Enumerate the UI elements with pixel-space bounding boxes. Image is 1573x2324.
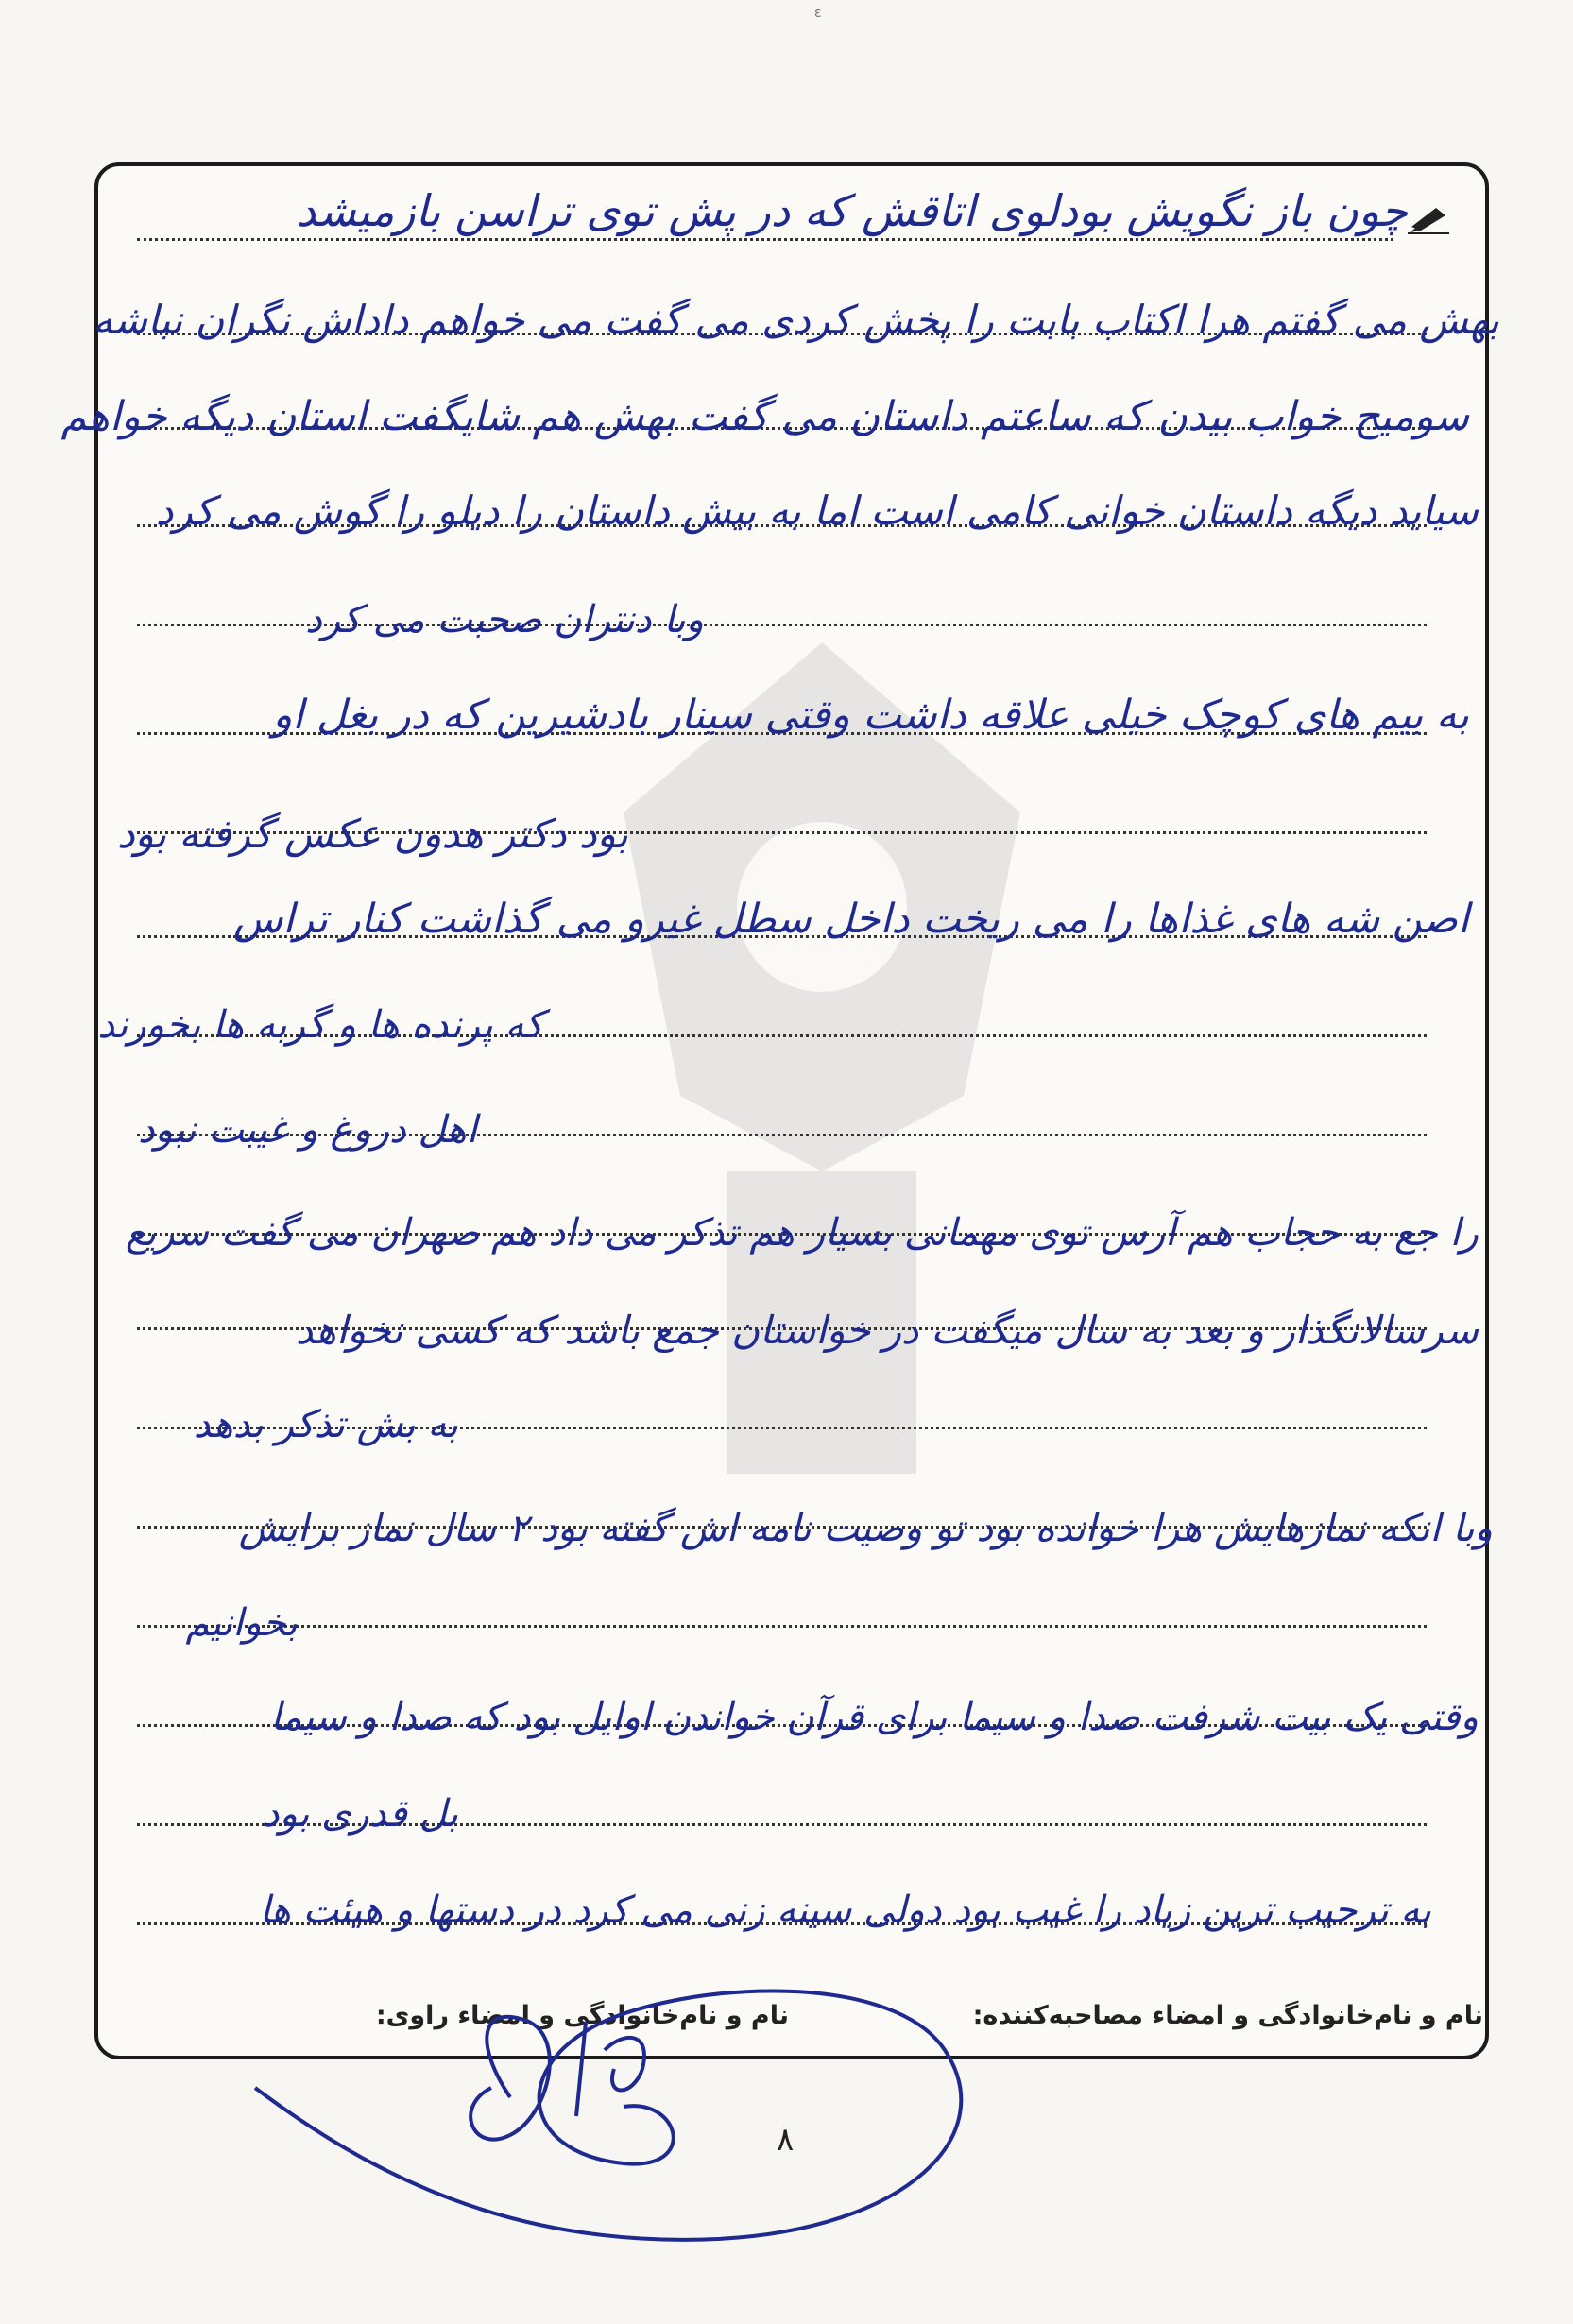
handwritten-line: سیاید دیگه داستان خوانی کامی است اما به بیش داستان را دیلو را گوش می کرد (155, 487, 1479, 534)
handwritten-line: اهل دروغ و غیبت نبود (137, 1108, 477, 1152)
writing-rule (137, 238, 1393, 241)
narrator-signature-label: نام و نام‌خانوادگی و امضاء راوی: (375, 2001, 789, 2030)
handwritten-line: وقتی یک بیت شرفت صدا و سیما برای قرآن خواندن اوایل بود که صدا و سیما (270, 1696, 1479, 1739)
handwritten-line: سومیح خواب بیدن که ساعتم داستان می گفت بهش هم شایگفت استان دیگه خواهم (60, 393, 1469, 440)
handwritten-line: بهش می گفتم هرا اکتاب بابت را پخش کردی می گفت می خواهم داداش نگران نباشه (93, 297, 1499, 343)
handwritten-line: چون باز نگویش بودلوی اتاقش که در پش توی تراسن بازمیشد (296, 185, 1408, 236)
interviewer-signature-label: نام و نام‌خانوادگی و امضاء مصاحبه‌کننده: (972, 2001, 1483, 2030)
handwritten-line: بل قدری بود (262, 1792, 458, 1836)
pen-icon (1408, 202, 1449, 234)
handwritten-line: اصن شه های غذاها را می ریخت داخل سطل غیرو می گذاشت کنار تراس (232, 896, 1469, 943)
page-number: ۸ (777, 2121, 795, 2159)
writing-rule (137, 1625, 1427, 1628)
handwritten-line: که پرنده ها و گربه ها بخورند (97, 1003, 543, 1047)
handwritten-line: وبا دنتران صحبت می کرد (305, 598, 704, 641)
narrator-signature (227, 1965, 1077, 2248)
handwritten-line: به ترحیب ترین زیاد را غیب بود دولی سینه زنی می کرد در دستها و هیئت ها (259, 1888, 1431, 1932)
handwritten-line: وبا انکه نمازهایش هرا خوانده بود تو وصیت نامه اش گفته بود ۲ سال نماز برایش (238, 1507, 1493, 1550)
handwritten-line: بود دکتر هدون عکس گرفته بود (116, 811, 628, 857)
top-mark: ε (814, 6, 822, 21)
handwritten-line: به بیم های کوچک خیلی علاقه داشت وقتی سینار بادشیرین که در بغل او (272, 692, 1469, 739)
handwritten-line: به بش تذکر بدهد (193, 1403, 458, 1446)
handwritten-line: سرسالانگذار و بعد به سال میگفت در خواستان جمع باشد که کسی نخواهد (295, 1307, 1479, 1353)
handwritten-line: بخوانیم (185, 1601, 298, 1645)
handwritten-line: را جع به حجاب هم آرس توی مهمانی بسیار هم تذکر می داد هم صهران می گفت سریع (125, 1211, 1479, 1255)
